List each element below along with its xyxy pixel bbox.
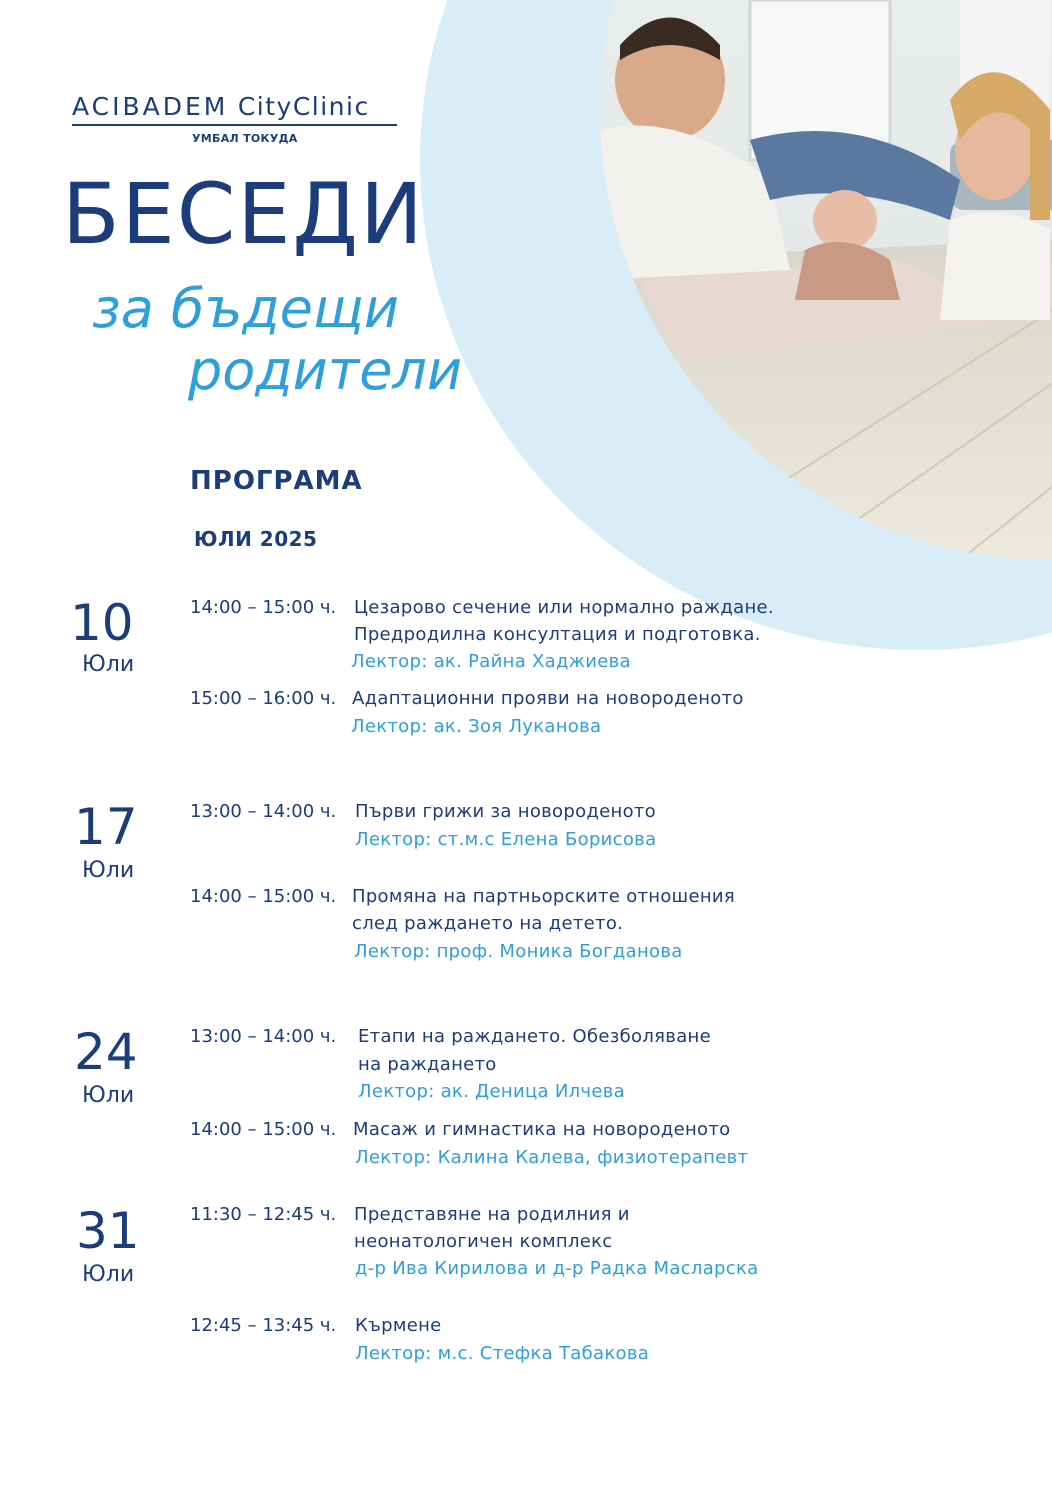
event-lector: Лектор: ст.м.с Елена Борисова	[355, 829, 657, 850]
event-topic: Цезарово сечение или нормално раждане.	[354, 597, 774, 618]
event-topic: Предродилна консултация и подготовка.	[354, 624, 761, 645]
event-lector: Лектор: проф. Моника Богданова	[354, 941, 683, 962]
event-time: 12:45 – 13:45 ч.	[190, 1315, 337, 1336]
page-title: БЕСЕДИ	[62, 165, 425, 263]
event-topic: Представяне на родилния и	[354, 1204, 630, 1225]
event-lector: Лектор: ак. Зоя Луканова	[351, 716, 602, 737]
logo-brand-right: CityClinic	[237, 92, 370, 121]
event-topic: Кърмене	[355, 1315, 442, 1336]
logo-subtitle: УМБАЛ ТОКУДА	[192, 132, 298, 145]
event-lector: д-р Ива Кирилова и д-р Радка Масларска	[355, 1258, 759, 1279]
family-photo	[600, 0, 1052, 560]
event-topic: Промяна на партньорските отношения	[352, 886, 736, 907]
program-heading: ПРОГРАМА	[190, 466, 363, 496]
day-month-label: Юли	[82, 1262, 135, 1287]
day-month-label: Юли	[82, 652, 135, 677]
event-time: 14:00 – 15:00 ч.	[190, 597, 337, 618]
event-time: 15:00 – 16:00 ч.	[190, 688, 337, 709]
event-lector: Лектор: Калина Калева, физиотерапевт	[355, 1147, 749, 1168]
event-time: 13:00 – 14:00 ч.	[190, 801, 337, 822]
event-lector: Лектор: м.с. Стефка Табакова	[355, 1343, 650, 1364]
event-lector: Лектор: ак. Райна Хаджиева	[351, 651, 631, 672]
logo-wordmark	[72, 92, 397, 121]
day-month-label: Юли	[82, 1083, 135, 1108]
event-time: 14:00 – 15:00 ч.	[190, 1119, 337, 1140]
logo-divider	[72, 124, 397, 126]
day-number: 24	[74, 1023, 138, 1081]
event-topic: Масаж и гимнастика на новороденото	[353, 1119, 731, 1140]
event-topic: на раждането	[358, 1054, 497, 1075]
event-topic: Първи грижи за новороденото	[355, 801, 656, 822]
event-time: 14:00 – 15:00 ч.	[190, 886, 337, 907]
event-topic: след раждането на детето.	[352, 913, 624, 934]
month-heading: ЮЛИ 2025	[194, 527, 318, 551]
day-number: 17	[74, 798, 138, 856]
event-time: 13:00 – 14:00 ч.	[190, 1026, 337, 1047]
event-topic: неонатологичен комплекс	[354, 1231, 613, 1252]
event-topic: Етапи на раждането. Обезболяване	[358, 1026, 711, 1047]
day-month-label: Юли	[82, 858, 135, 883]
event-topic: Адаптационни прояви на новороденото	[352, 688, 744, 709]
day-number: 31	[76, 1202, 140, 1260]
family-photo-icon	[600, 0, 1052, 560]
logo-brand-left: ACIBADEM	[72, 92, 229, 121]
clinic-logo	[72, 92, 397, 145]
event-lector: Лектор: ак. Деница Илчева	[358, 1081, 625, 1102]
subtitle-line-2: родители	[188, 339, 463, 402]
event-time: 11:30 – 12:45 ч.	[190, 1204, 337, 1225]
subtitle-line-1: за бъдещи	[92, 277, 399, 340]
day-number: 10	[70, 594, 134, 652]
